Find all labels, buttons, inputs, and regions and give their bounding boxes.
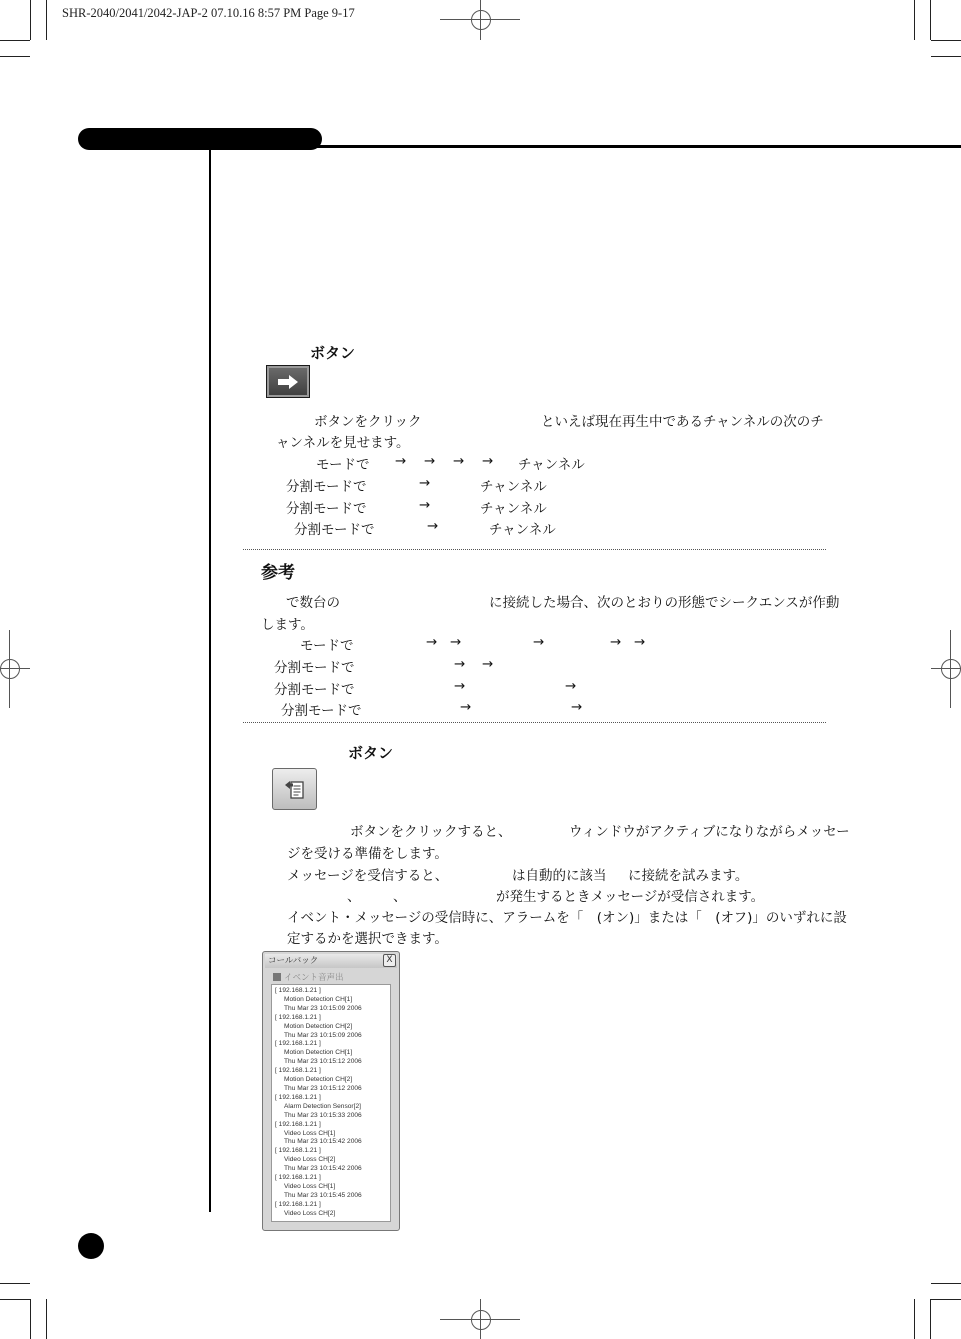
registration-mark (941, 659, 961, 679)
note-divider-bottom (243, 722, 826, 723)
crop-mark (30, 0, 31, 40)
crop-mark (0, 1299, 30, 1300)
section-tab-bar (78, 128, 322, 150)
arrow: → (482, 656, 494, 672)
left-rule (209, 150, 211, 1212)
arrow: → (395, 453, 407, 469)
description-text: 、 (347, 889, 361, 905)
mode-label: 分割モードで (294, 522, 375, 538)
crop-mark (931, 1283, 961, 1284)
arrow: → (565, 678, 577, 694)
event-sound-checkbox[interactable] (273, 971, 344, 983)
arrow: → (419, 497, 431, 513)
mode-label: 分割モードで (274, 682, 355, 698)
description-text: イベント・メッセージの受信時に、アラームを「 (オン)」または「 (オフ)」のいずれに設 (287, 910, 847, 926)
list-item: [ 192.168.1.21 ] Motion Detection CH[1] Thu Mar 23 10:15:09 2006 (275, 987, 362, 1012)
mode-label: 分割モードで (281, 703, 362, 719)
list-item: [ 192.168.1.21 ] Motion Detection CH[2] Thu Mar 23 10:15:12 2006 (275, 1067, 362, 1092)
description-text: メッセージを受信すると、 (287, 868, 449, 884)
channel-label: チャンネル (480, 501, 547, 517)
crop-mark (930, 0, 931, 40)
registration-mark (931, 668, 961, 669)
description-text: は自動的に該当 (512, 868, 607, 884)
list-item: [ 192.168.1.21 ] Alarm Detection Sensor[2] Thu Mar 23 10:15:33 2006 (275, 1093, 362, 1119)
right-arrow-icon (277, 375, 299, 389)
description-text: といえば現在再生中であるチャンネルの次のチ (541, 414, 824, 430)
arrow: → (450, 634, 462, 650)
arrow: → (427, 518, 439, 534)
crop-mark (914, 1299, 915, 1339)
note-text: で数台の (286, 595, 340, 611)
crop-mark (0, 40, 30, 41)
note-divider-top (243, 549, 826, 550)
page-number-dot (78, 1233, 104, 1259)
crop-mark (46, 0, 47, 40)
arrow: → (460, 699, 472, 715)
registration-mark (950, 630, 951, 708)
description-text: 定するかを選択できます。 (287, 931, 448, 947)
list-item: [ 192.168.1.21 ] Video Loss CH[2] (275, 1200, 336, 1217)
close-icon: X (386, 955, 393, 965)
list-item: [ 192.168.1.21 ] Video Loss CH[1] Thu Mar 23 10:15:45 2006 (275, 1174, 362, 1199)
section-title: ボタン (348, 744, 394, 762)
mode-label: 分割モードで (286, 479, 367, 495)
arrow: → (610, 634, 622, 650)
message-list[interactable] (271, 984, 391, 1222)
list-item: [ 192.168.1.21 ] Video Loss CH[1] Thu Mar 23 10:15:42 2006 (275, 1120, 362, 1146)
description-text: ボタンをクリック (314, 414, 422, 430)
crop-mark (30, 1299, 31, 1339)
crop-mark (914, 0, 915, 40)
arrow: → (634, 634, 646, 650)
arrow: → (533, 634, 545, 650)
print-slug: SHR-2040/2041/2042-JAP-2 07.10.16 8:57 PM Page 9-17 (62, 6, 355, 20)
arrow: → (453, 453, 465, 469)
list-item: [ 192.168.1.21 ] Video Loss CH[2] Thu Mar 23 10:15:42 2006 (275, 1147, 362, 1173)
crop-mark (931, 56, 961, 57)
mode-label: モードで (300, 638, 354, 654)
description-text: に接続を試みます。 (628, 868, 749, 884)
callback-window (262, 951, 400, 1231)
description-text: ャンネルを見せます。 (276, 435, 410, 451)
callback-document-icon (282, 776, 308, 802)
note-text: に接続した場合、次のとおりの形態でシークエンスが作動 (489, 595, 840, 611)
description-text: 、 (393, 889, 407, 905)
arrow: → (454, 656, 466, 672)
crop-mark (931, 40, 961, 41)
registration-mark (0, 668, 30, 669)
next-channel-button[interactable] (266, 365, 310, 398)
mode-label: 分割モードで (274, 660, 355, 676)
top-rule (300, 145, 961, 148)
checkbox-icon (273, 973, 281, 981)
description-text: ウィンドウがアクティブになりながらメッセー (569, 824, 850, 840)
list-item: [ 192.168.1.21 ] Motion Detection CH[2] Thu Mar 23 10:15:09 2006 (275, 1013, 362, 1039)
crop-mark (0, 1283, 30, 1284)
arrow: → (482, 453, 494, 469)
channel-label: チャンネル (489, 522, 556, 538)
note-text: します。 (261, 617, 314, 633)
channel-label: チャンネル (518, 457, 585, 473)
registration-mark (471, 10, 491, 30)
crop-mark (46, 1299, 47, 1339)
registration-mark (480, 0, 481, 40)
note-title: 参考 (261, 563, 295, 583)
description-text: ジを受ける準備をします。 (287, 846, 448, 862)
close-button[interactable] (383, 954, 396, 967)
arrow: → (571, 699, 583, 715)
arrow: → (419, 475, 431, 491)
arrow: → (426, 634, 438, 650)
arrow: → (424, 453, 436, 469)
callback-button[interactable] (272, 768, 317, 810)
description-text: ボタンをクリックすると、 (350, 824, 512, 840)
crop-mark (0, 56, 30, 57)
checkbox-label: イベント音声出 (284, 973, 344, 983)
channel-label: チャンネル (480, 479, 547, 495)
description-text: が発生するときメッセージが受信されます。 (496, 889, 765, 905)
window-title: コールバック (265, 954, 397, 968)
mode-label: 分割モードで (286, 501, 367, 517)
registration-mark (9, 630, 10, 708)
section-title: ボタン (310, 344, 356, 362)
list-item: [ 192.168.1.21 ] Motion Detection CH[1] Thu Mar 23 10:15:12 2006 (275, 1040, 362, 1066)
registration-mark (480, 1299, 481, 1339)
crop-mark (931, 1299, 961, 1300)
crop-mark (930, 1299, 931, 1339)
registration-mark (471, 1310, 491, 1330)
mode-label: モードで (316, 457, 370, 473)
arrow: → (454, 678, 466, 694)
registration-mark (0, 659, 20, 679)
